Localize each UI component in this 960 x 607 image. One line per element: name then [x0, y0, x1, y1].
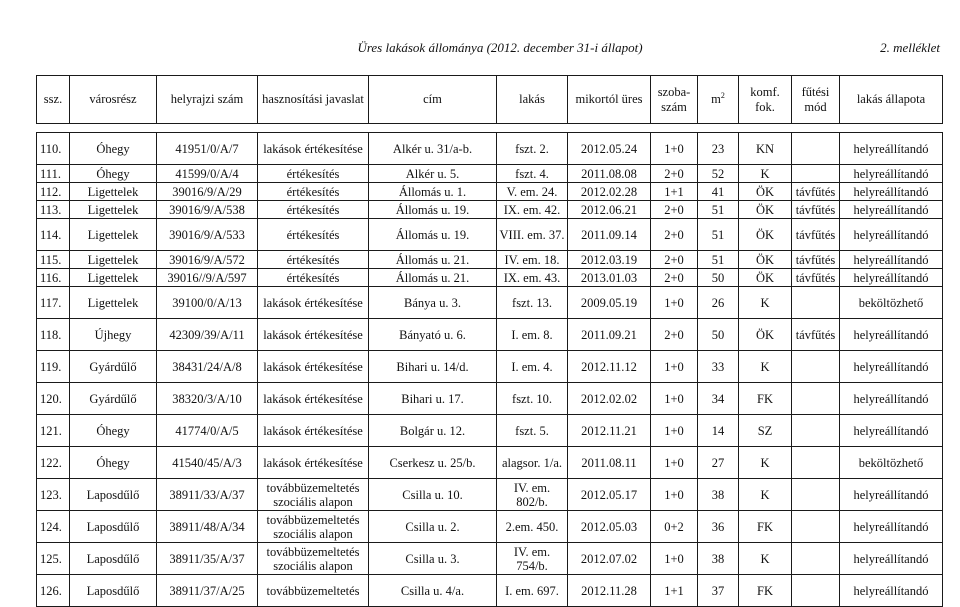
table-row	[37, 319, 943, 351]
cell-komf: FK	[739, 511, 792, 543]
cell-allapot: helyreállítandó	[840, 183, 943, 201]
cell-javaslat: lakások értékesítése	[258, 415, 369, 447]
cell-m2: 27	[698, 447, 739, 479]
cell-komf: K	[739, 447, 792, 479]
cell-javaslat: továbbüzemeltetés szociális alapon	[258, 543, 369, 575]
table-row	[37, 251, 943, 269]
cell-javaslat: továbbüzemeltetés szociális alapon	[258, 511, 369, 543]
cell-m2: 37	[698, 575, 739, 607]
cell-futesi: távfűtés	[792, 319, 840, 351]
cell-hrsz: 41540/45/A/3	[157, 447, 258, 479]
cell-lakas: fszt. 4.	[497, 165, 568, 183]
cell-cim: Csilla u. 3.	[369, 543, 497, 575]
table-body	[37, 133, 943, 607]
cell-lakas: fszt. 13.	[497, 287, 568, 319]
cell-hrsz: 38911/33/A/37	[157, 479, 258, 511]
cell-szoba: 2+0	[651, 165, 698, 183]
cell-allapot: helyreállítandó	[840, 575, 943, 607]
cell-komf: K	[739, 479, 792, 511]
cell-allapot: helyreállítandó	[840, 165, 943, 183]
cell-javaslat: lakások értékesítése	[258, 287, 369, 319]
cell-javaslat: továbbüzemeltetés szociális alapon	[258, 479, 369, 511]
cell-ssz: 119.	[37, 351, 70, 383]
cell-ssz: 122.	[37, 447, 70, 479]
cell-allapot: helyreállítandó	[840, 479, 943, 511]
cell-komf: ÖK	[739, 219, 792, 251]
table-row	[37, 479, 943, 511]
cell-allapot: helyreállítandó	[840, 269, 943, 287]
cell-cim: Állomás u. 21.	[369, 269, 497, 287]
cell-cim: Állomás u. 19.	[369, 201, 497, 219]
cell-mikortol: 2012.11.28	[568, 575, 651, 607]
cell-mikortol: 2012.02.02	[568, 383, 651, 415]
cell-cim: Csilla u. 10.	[369, 479, 497, 511]
table-row	[37, 543, 943, 575]
cell-m2: 26	[698, 287, 739, 319]
cell-hrsz: 41774/0/A/5	[157, 415, 258, 447]
cell-m2: 33	[698, 351, 739, 383]
cell-mikortol: 2012.11.12	[568, 351, 651, 383]
cell-szoba: 1+0	[651, 415, 698, 447]
cell-varosresz: Gyárdűlő	[70, 351, 157, 383]
table-row	[37, 183, 943, 201]
cell-javaslat: értékesítés	[258, 251, 369, 269]
cell-cim: Cserkesz u. 25/b.	[369, 447, 497, 479]
cell-hrsz: 38911/37/A/25	[157, 575, 258, 607]
cell-hrsz: 41599/0/A/4	[157, 165, 258, 183]
cell-allapot: helyreállítandó	[840, 319, 943, 351]
cell-komf: ÖK	[739, 183, 792, 201]
cell-javaslat: lakások értékesítése	[258, 447, 369, 479]
header-lakas: lakás	[497, 76, 568, 124]
cell-szoba: 1+0	[651, 543, 698, 575]
cell-szoba: 1+0	[651, 447, 698, 479]
cell-szoba: 1+1	[651, 183, 698, 201]
cell-javaslat: lakások értékesítése	[258, 319, 369, 351]
cell-mikortol: 2013.01.03	[568, 269, 651, 287]
cell-ssz: 117.	[37, 287, 70, 319]
cell-ssz: 126.	[37, 575, 70, 607]
cell-hrsz: 38911/35/A/37	[157, 543, 258, 575]
cell-komf: K	[739, 287, 792, 319]
cell-varosresz: Óhegy	[70, 415, 157, 447]
cell-varosresz: Ligettelek	[70, 219, 157, 251]
cell-lakas: IV. em. 18.	[497, 251, 568, 269]
cell-m2: 14	[698, 415, 739, 447]
cell-mikortol: 2012.11.21	[568, 415, 651, 447]
cell-szoba: 2+0	[651, 219, 698, 251]
cell-allapot: helyreállítandó	[840, 251, 943, 269]
table-row	[37, 133, 943, 165]
cell-m2: 51	[698, 251, 739, 269]
cell-m2: 23	[698, 133, 739, 165]
header-mikortol: mikortól üres	[568, 76, 651, 124]
cell-varosresz: Ligettelek	[70, 269, 157, 287]
table-row	[37, 575, 943, 607]
cell-ssz: 110.	[37, 133, 70, 165]
header-varosresz: városrész	[70, 76, 157, 124]
cell-allapot: helyreállítandó	[840, 415, 943, 447]
cell-javaslat: értékesítés	[258, 165, 369, 183]
cell-mikortol: 2012.06.21	[568, 201, 651, 219]
cell-ssz: 125.	[37, 543, 70, 575]
cell-cim: Csilla u. 4/a.	[369, 575, 497, 607]
cell-szoba: 1+0	[651, 287, 698, 319]
cell-futesi	[792, 479, 840, 511]
cell-mikortol: 2011.08.08	[568, 165, 651, 183]
cell-allapot: beköltözhető	[840, 447, 943, 479]
cell-cim: Bihari u. 14/d.	[369, 351, 497, 383]
cell-hrsz: 39016/9/A/538	[157, 201, 258, 219]
cell-javaslat: értékesítés	[258, 201, 369, 219]
cell-szoba: 0+2	[651, 511, 698, 543]
cell-varosresz: Ligettelek	[70, 201, 157, 219]
cell-hrsz: 42309/39/A/11	[157, 319, 258, 351]
cell-komf: ÖK	[739, 269, 792, 287]
cell-varosresz: Ligettelek	[70, 287, 157, 319]
cell-varosresz: Laposdűlő	[70, 479, 157, 511]
cell-m2: 51	[698, 219, 739, 251]
cell-m2: 36	[698, 511, 739, 543]
cell-lakas: I. em. 697.	[497, 575, 568, 607]
cell-varosresz: Gyárdűlő	[70, 383, 157, 415]
header-m2	[698, 76, 739, 124]
header-futesi: fűtési mód	[792, 76, 840, 124]
vacant-flats-table	[36, 75, 943, 607]
cell-allapot: beköltözhető	[840, 287, 943, 319]
cell-varosresz: Ligettelek	[70, 183, 157, 201]
header-m2-text: m	[711, 92, 721, 106]
cell-futesi	[792, 133, 840, 165]
header-cim: cím	[369, 76, 497, 124]
cell-ssz: 116.	[37, 269, 70, 287]
header-gap-row	[37, 124, 943, 133]
cell-javaslat: lakások értékesítése	[258, 383, 369, 415]
cell-szoba: 1+0	[651, 479, 698, 511]
cell-futesi: távfűtés	[792, 201, 840, 219]
cell-m2: 41	[698, 183, 739, 201]
cell-szoba: 1+0	[651, 383, 698, 415]
cell-ssz: 115.	[37, 251, 70, 269]
header-szoba: szoba-szám	[651, 76, 698, 124]
header-hrsz: helyrajzi szám	[157, 76, 258, 124]
cell-lakas: 2.em. 450.	[497, 511, 568, 543]
cell-cim: Bolgár u. 12.	[369, 415, 497, 447]
cell-cim: Bánya u. 3.	[369, 287, 497, 319]
cell-komf: ÖK	[739, 201, 792, 219]
cell-futesi	[792, 165, 840, 183]
header-gap	[37, 124, 943, 133]
header-javaslat: hasznosítási javaslat	[258, 76, 369, 124]
header-row	[37, 76, 943, 124]
cell-mikortol: 2011.09.21	[568, 319, 651, 351]
cell-hrsz: 38431/24/A/8	[157, 351, 258, 383]
cell-mikortol: 2009.05.19	[568, 287, 651, 319]
cell-varosresz: Ligettelek	[70, 251, 157, 269]
cell-futesi	[792, 351, 840, 383]
table-row	[37, 287, 943, 319]
cell-javaslat: lakások értékesítése	[258, 351, 369, 383]
cell-lakas: IX. em. 42.	[497, 201, 568, 219]
cell-javaslat: értékesítés	[258, 183, 369, 201]
cell-ssz: 121.	[37, 415, 70, 447]
cell-hrsz: 39016/9/A/29	[157, 183, 258, 201]
cell-komf: ÖK	[739, 251, 792, 269]
cell-szoba: 2+0	[651, 201, 698, 219]
cell-mikortol: 2011.08.11	[568, 447, 651, 479]
cell-lakas: IV. em. 802/b.	[497, 479, 568, 511]
cell-ssz: 120.	[37, 383, 70, 415]
cell-mikortol: 2012.05.17	[568, 479, 651, 511]
cell-hrsz: 39016//9/A/597	[157, 269, 258, 287]
cell-szoba: 2+0	[651, 251, 698, 269]
cell-hrsz: 39016/9/A/533	[157, 219, 258, 251]
cell-ssz: 111.	[37, 165, 70, 183]
cell-javaslat: értékesítés	[258, 269, 369, 287]
cell-szoba: 1+0	[651, 351, 698, 383]
cell-lakas: I. em. 8.	[497, 319, 568, 351]
cell-mikortol: 2011.09.14	[568, 219, 651, 251]
table-row	[37, 351, 943, 383]
table-row	[37, 201, 943, 219]
cell-allapot: helyreállítandó	[840, 133, 943, 165]
cell-mikortol: 2012.02.28	[568, 183, 651, 201]
cell-futesi	[792, 511, 840, 543]
cell-cim: Állomás u. 21.	[369, 251, 497, 269]
cell-lakas: fszt. 5.	[497, 415, 568, 447]
cell-komf: FK	[739, 383, 792, 415]
cell-mikortol: 2012.03.19	[568, 251, 651, 269]
table-row	[37, 511, 943, 543]
cell-lakas: V. em. 24.	[497, 183, 568, 201]
cell-hrsz: 39016/9/A/572	[157, 251, 258, 269]
cell-szoba: 2+0	[651, 319, 698, 351]
cell-komf: SZ	[739, 415, 792, 447]
cell-komf: ÖK	[739, 319, 792, 351]
cell-hrsz: 38320/3/A/10	[157, 383, 258, 415]
cell-varosresz: Újhegy	[70, 319, 157, 351]
cell-futesi	[792, 575, 840, 607]
cell-varosresz: Laposdűlő	[70, 543, 157, 575]
cell-m2: 34	[698, 383, 739, 415]
cell-varosresz: Óhegy	[70, 133, 157, 165]
cell-m2: 50	[698, 319, 739, 351]
cell-allapot: helyreállítandó	[840, 511, 943, 543]
table-row	[37, 447, 943, 479]
table-row	[37, 165, 943, 183]
cell-cim: Bányató u. 6.	[369, 319, 497, 351]
cell-futesi: távfűtés	[792, 219, 840, 251]
cell-ssz: 112.	[37, 183, 70, 201]
cell-hrsz: 41951/0/A/7	[157, 133, 258, 165]
cell-javaslat: továbbüzemeltetés	[258, 575, 369, 607]
cell-lakas: IX. em. 43.	[497, 269, 568, 287]
cell-mikortol: 2012.05.03	[568, 511, 651, 543]
document-title: Üres lakások állománya (2012. december 31-i állapot)	[357, 40, 643, 55]
cell-m2: 38	[698, 479, 739, 511]
cell-szoba: 1+0	[651, 133, 698, 165]
cell-allapot: helyreállítandó	[840, 201, 943, 219]
cell-futesi	[792, 415, 840, 447]
cell-m2: 38	[698, 543, 739, 575]
cell-ssz: 123.	[37, 479, 70, 511]
cell-allapot: helyreállítandó	[840, 351, 943, 383]
cell-futesi: távfűtés	[792, 251, 840, 269]
table-row	[37, 415, 943, 447]
cell-ssz: 113.	[37, 201, 70, 219]
cell-lakas: fszt. 2.	[497, 133, 568, 165]
table-row	[37, 269, 943, 287]
cell-varosresz: Óhegy	[70, 165, 157, 183]
cell-ssz: 114.	[37, 219, 70, 251]
cell-lakas: alagsor. 1/a.	[497, 447, 568, 479]
cell-javaslat: értékesítés	[258, 219, 369, 251]
cell-varosresz: Óhegy	[70, 447, 157, 479]
cell-mikortol: 2012.05.24	[568, 133, 651, 165]
header-komf: komf. fok.	[739, 76, 792, 124]
cell-ssz: 118.	[37, 319, 70, 351]
annex-label: 2. melléklet	[880, 40, 940, 55]
cell-m2: 51	[698, 201, 739, 219]
cell-cim: Állomás u. 19.	[369, 219, 497, 251]
cell-lakas: I. em. 4.	[497, 351, 568, 383]
cell-komf: K	[739, 543, 792, 575]
cell-varosresz: Laposdűlő	[70, 511, 157, 543]
cell-cim: Csilla u. 2.	[369, 511, 497, 543]
cell-komf: FK	[739, 575, 792, 607]
table-row	[37, 219, 943, 251]
cell-futesi	[792, 543, 840, 575]
cell-lakas: fszt. 10.	[497, 383, 568, 415]
cell-szoba: 1+1	[651, 575, 698, 607]
cell-ssz: 124.	[37, 511, 70, 543]
header-m2-sup: 2	[720, 90, 725, 100]
cell-komf: K	[739, 351, 792, 383]
cell-komf: KN	[739, 133, 792, 165]
cell-futesi	[792, 447, 840, 479]
cell-futesi: távfűtés	[792, 183, 840, 201]
cell-cim: Állomás u. 1.	[369, 183, 497, 201]
cell-cim: Alkér u. 5.	[369, 165, 497, 183]
cell-allapot: helyreállítandó	[840, 383, 943, 415]
cell-szoba: 2+0	[651, 269, 698, 287]
cell-futesi: távfűtés	[792, 269, 840, 287]
cell-allapot: helyreállítandó	[840, 219, 943, 251]
cell-lakas: IV. em. 754/b.	[497, 543, 568, 575]
header-allapot: lakás állapota	[840, 76, 943, 124]
cell-futesi	[792, 383, 840, 415]
cell-lakas: VIII. em. 37.	[497, 219, 568, 251]
cell-allapot: helyreállítandó	[840, 543, 943, 575]
cell-javaslat: lakások értékesítése	[258, 133, 369, 165]
header-ssz: ssz.	[37, 76, 70, 124]
cell-cim: Bihari u. 17.	[369, 383, 497, 415]
cell-komf: K	[739, 165, 792, 183]
cell-hrsz: 39100/0/A/13	[157, 287, 258, 319]
cell-m2: 50	[698, 269, 739, 287]
cell-varosresz: Laposdűlő	[70, 575, 157, 607]
cell-futesi	[792, 287, 840, 319]
cell-cim: Alkér u. 31/a-b.	[369, 133, 497, 165]
table-row	[37, 383, 943, 415]
cell-hrsz: 38911/48/A/34	[157, 511, 258, 543]
cell-mikortol: 2012.07.02	[568, 543, 651, 575]
cell-m2: 52	[698, 165, 739, 183]
